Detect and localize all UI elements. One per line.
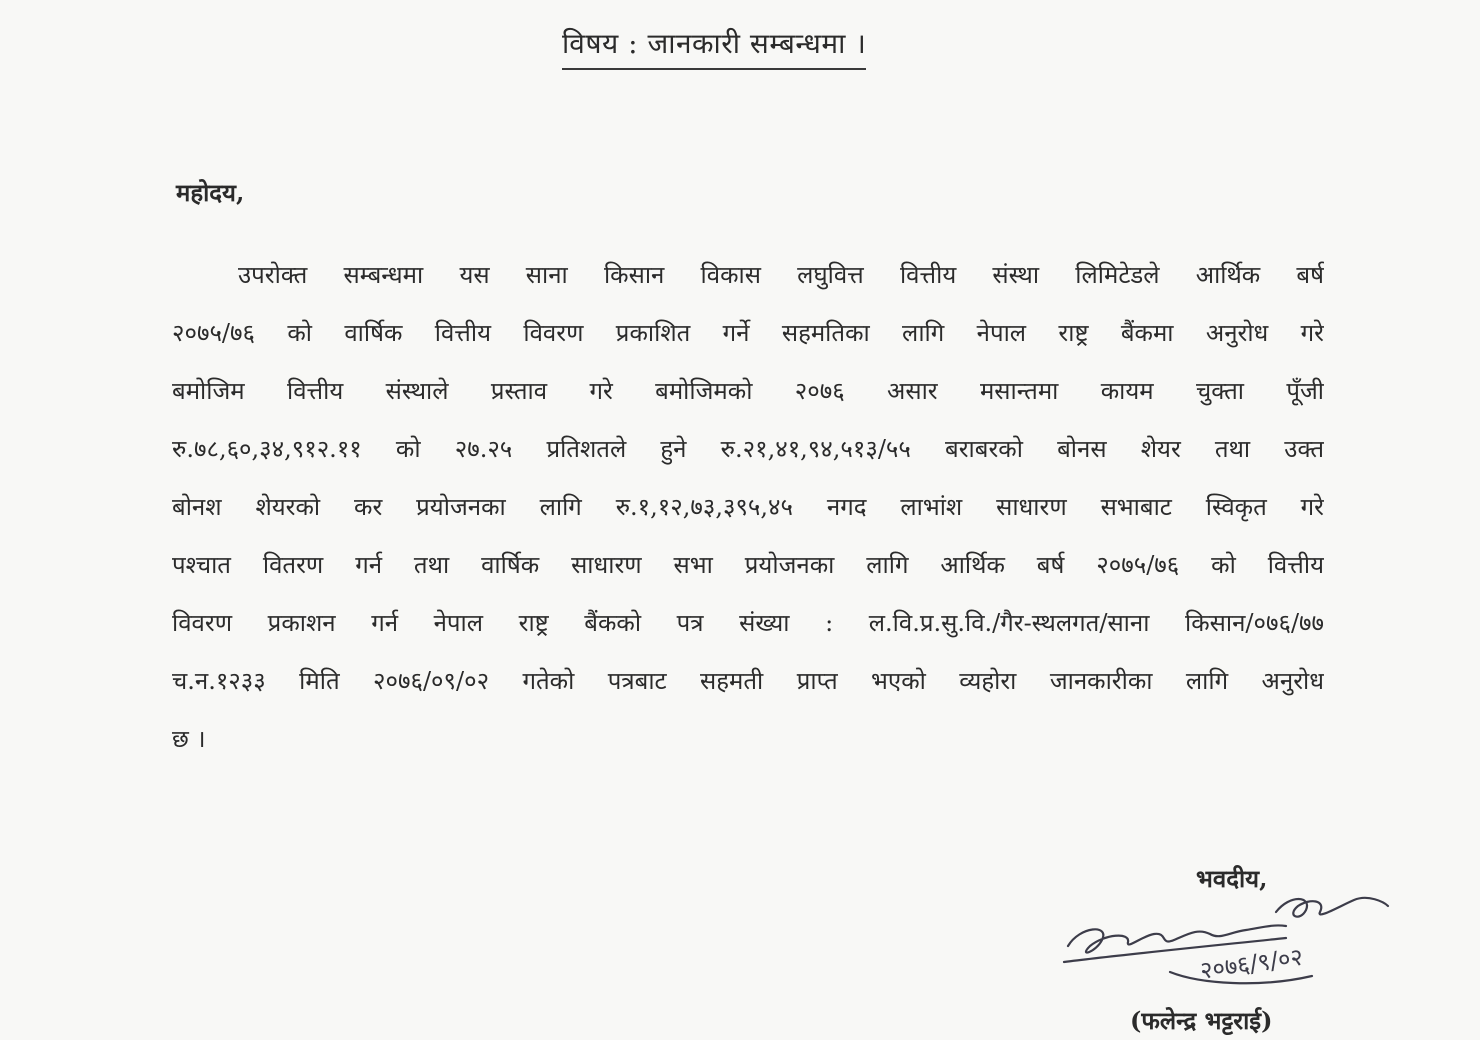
body-line: च.न.१२३३ मिति २०७६/०९/०२ गतेको पत्रबाट सहमती प्राप्त भएको व्यहोरा जानकारीका लागि अनुरोध [172,667,1324,695]
body-line: उपरोक्त सम्बन्धमा यस साना किसान विकास लघुवित्त वित्तीय संस्था लिमिटेडले आर्थिक बर्ष [238,261,1324,289]
body-line: बोनश शेयरको कर प्रयोजनका लागि रु.१,१२,७३,३९५,४५ नगद लाभांश साधारण सभाबाट स्विकृत गरे [172,493,1324,521]
closing-phrase: भवदीय, [1196,864,1268,893]
body-line: छ । [172,725,206,753]
body-line: विवरण प्रकाशन गर्न नेपाल राष्ट्र बैंकको पत्र संख्या : ल.वि.प्र.सु.वि./गैर-स्थलगत/साना किसान/०७६/७७ [172,609,1324,637]
body-line: बमोजिम वित्तीय संस्थाले प्रस्ताव गरे बमोजिमको २०७६ असार मसान्तमा कायम चुक्ता पूँजी [172,377,1324,405]
signer-name: (फलेन्द्र भट्टराई) [1130,1006,1273,1035]
body-line: २०७५/७६ को वार्षिक वित्तीय विवरण प्रकाशित गर्ने सहमतिका लागि नेपाल राष्ट्र बैंकमा अनुरोध गरे [172,319,1324,347]
body-line: पश्चात वितरण गर्न तथा वार्षिक साधारण सभा प्रयोजनका लागि आर्थिक बर्ष २०७५/७६ को वित्तीय [172,551,1324,579]
subject-heading: विषय : जानकारी सम्बन्धमा । [562,24,866,70]
salutation: महोदय, [176,178,245,207]
signature-date: २०७६/९/०२ [1198,942,1305,985]
body-line: रु.७८,६०,३४,९१२.११ को २७.२५ प्रतिशतले हुने रु.२१,४१,९४,५१३/५५ बराबरको बोनस शेयर तथा उक्त [172,435,1324,463]
handwritten-signature [1050,876,1400,1006]
letter-body [172,246,1324,768]
